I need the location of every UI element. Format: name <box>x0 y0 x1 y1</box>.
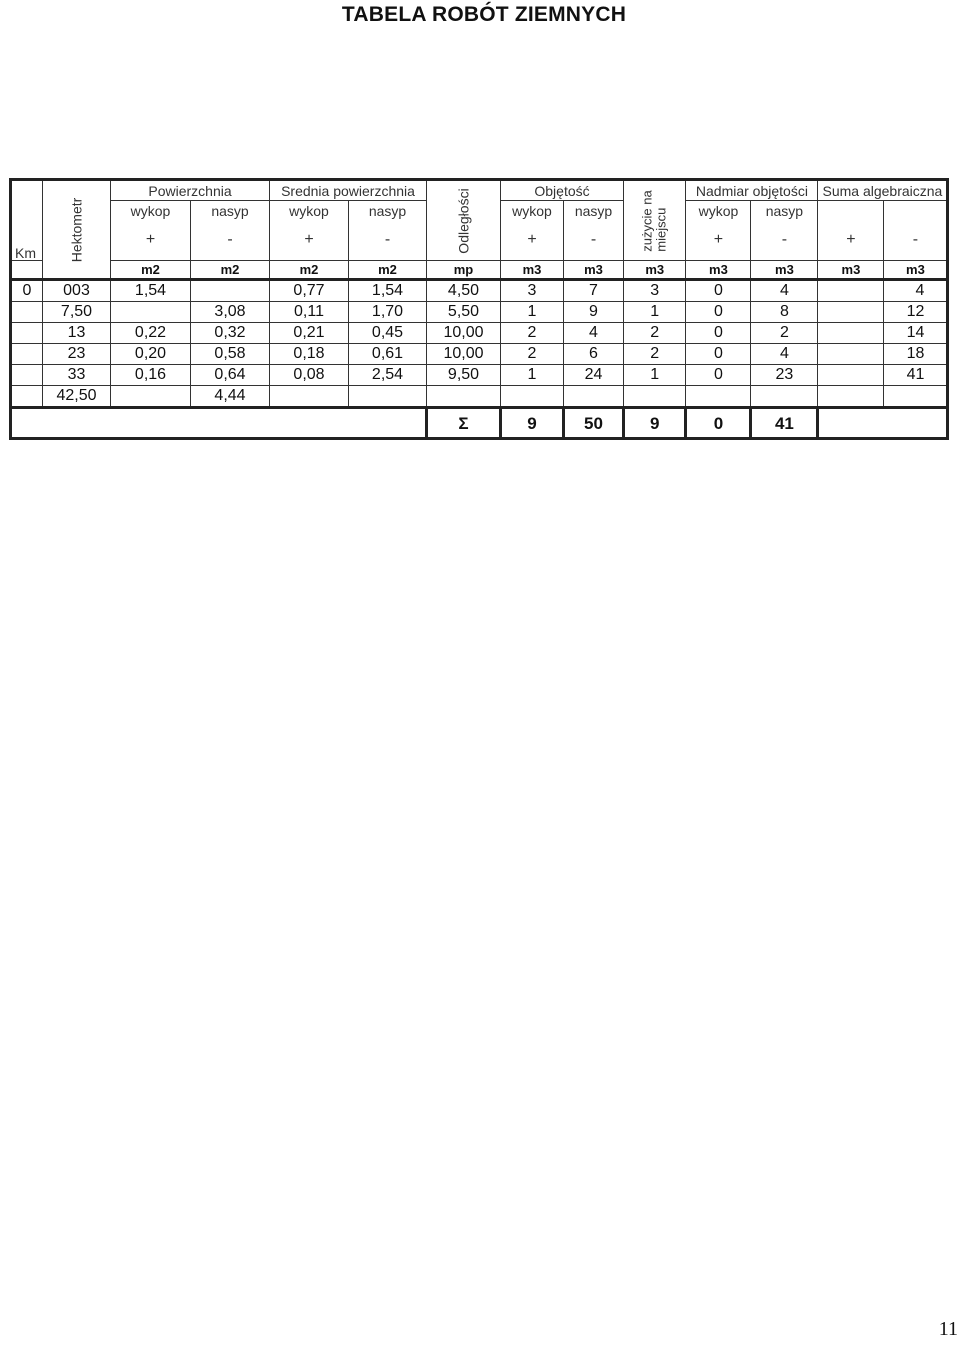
nadmiar-header: Nadmiar objętości <box>686 180 818 201</box>
unit: m3 <box>501 261 564 280</box>
cell-pw <box>111 386 191 408</box>
cell-pn: 3,08 <box>191 302 270 323</box>
cell-nw: 0 <box>686 302 751 323</box>
cell-sm: 41 <box>884 365 948 386</box>
cell-sn: 0,61 <box>349 344 427 365</box>
cell-sm: 18 <box>884 344 948 365</box>
sum-zuzycie: 9 <box>624 408 686 439</box>
table-row <box>11 344 948 365</box>
unit: m3 <box>686 261 751 280</box>
table-row <box>11 302 948 323</box>
cell-km: 0 <box>11 280 43 302</box>
cell-pn <box>191 280 270 302</box>
cell-ow: 3 <box>501 280 564 302</box>
cell-sn: 1,54 <box>349 280 427 302</box>
cell-sn: 1,70 <box>349 302 427 323</box>
cell-sp <box>818 302 884 323</box>
cell-ow <box>501 386 564 408</box>
srednia-header: Srednia powierzchnia <box>270 180 427 201</box>
pow-wykop: wykop <box>111 201 191 221</box>
cell-sm <box>884 386 948 408</box>
table-row <box>11 323 948 344</box>
cell-nn: 2 <box>751 323 818 344</box>
cell-hm: 13 <box>43 323 111 344</box>
table-row <box>11 280 948 302</box>
cell-sn: 0,45 <box>349 323 427 344</box>
cell-km <box>11 344 43 365</box>
cell-nw: 0 <box>686 344 751 365</box>
cell-odl: 9,50 <box>427 365 501 386</box>
cell-zu: 3 <box>624 280 686 302</box>
cell-odl: 10,00 <box>427 344 501 365</box>
cell-ow: 2 <box>501 344 564 365</box>
cell-hm: 003 <box>43 280 111 302</box>
cell-sw: 0,08 <box>270 365 349 386</box>
cell-sw <box>270 386 349 408</box>
unit: m2 <box>191 261 270 280</box>
cell-pw <box>111 302 191 323</box>
odleglosci-header: Odległości <box>427 180 501 261</box>
cell-on: 6 <box>564 344 624 365</box>
cell-sw: 0,18 <box>270 344 349 365</box>
cell-odl <box>427 386 501 408</box>
cell-sn: 2,54 <box>349 365 427 386</box>
hektometr-header: Hektometr <box>43 180 111 280</box>
sum-row <box>11 408 948 439</box>
cell-km <box>11 323 43 344</box>
cell-nn: 23 <box>751 365 818 386</box>
cell-nn: 8 <box>751 302 818 323</box>
cell-hm: 7,50 <box>43 302 111 323</box>
unit: m2 <box>270 261 349 280</box>
cell-zu: 1 <box>624 302 686 323</box>
suma-header: Suma algebraiczna <box>818 180 948 201</box>
earthworks-table <box>9 178 949 440</box>
sum-obj-wykop: 9 <box>501 408 564 439</box>
page-number: 11 <box>938 1318 958 1340</box>
sign-minus: - <box>191 220 270 261</box>
sum-nad-nasyp: 41 <box>751 408 818 439</box>
cell-zu: 2 <box>624 344 686 365</box>
cell-ow: 2 <box>501 323 564 344</box>
cell-nw: 0 <box>686 323 751 344</box>
sign-minus: - <box>884 220 948 261</box>
cell-pn: 0,64 <box>191 365 270 386</box>
nad-nasyp: nasyp <box>751 201 818 221</box>
cell-pw: 0,22 <box>111 323 191 344</box>
cell-sp <box>818 386 884 408</box>
cell-sm: 4 <box>884 280 948 302</box>
cell-hm: 23 <box>43 344 111 365</box>
cell-zu: 2 <box>624 323 686 344</box>
obj-wykop: wykop <box>501 201 564 221</box>
cell-odl: 4,50 <box>427 280 501 302</box>
cell-on <box>564 386 624 408</box>
km-header: Km <box>11 180 43 261</box>
header-group-row <box>11 180 948 201</box>
unit: m3 <box>564 261 624 280</box>
page-title: TABELA ROBÓT ZIEMNYCH <box>341 3 627 26</box>
cell-nw: 0 <box>686 280 751 302</box>
cell-sw: 0,21 <box>270 323 349 344</box>
nad-wykop: wykop <box>686 201 751 221</box>
cell-km <box>11 386 43 408</box>
objetosc-header: Objętość <box>501 180 624 201</box>
cell-hm: 33 <box>43 365 111 386</box>
unit: m3 <box>751 261 818 280</box>
sign-plus: + <box>270 220 349 261</box>
zuzycie-header: zużycie na miejscu <box>624 180 686 261</box>
sign-minus: - <box>751 220 818 261</box>
unit: m3 <box>624 261 686 280</box>
cell-on: 9 <box>564 302 624 323</box>
cell-pn: 0,32 <box>191 323 270 344</box>
cell-on: 24 <box>564 365 624 386</box>
sign-plus: + <box>501 220 564 261</box>
cell-nw: 0 <box>686 365 751 386</box>
cell-nw <box>686 386 751 408</box>
cell-sp <box>818 323 884 344</box>
cell-hm: 42,50 <box>43 386 111 408</box>
cell-sp <box>818 344 884 365</box>
unit: m2 <box>349 261 427 280</box>
cell-odl: 5,50 <box>427 302 501 323</box>
cell-pn: 0,58 <box>191 344 270 365</box>
cell-pw: 0,16 <box>111 365 191 386</box>
sr-wykop: wykop <box>270 201 349 221</box>
cell-ow: 1 <box>501 365 564 386</box>
sum-obj-nasyp: 50 <box>564 408 624 439</box>
sign-plus: + <box>111 220 191 261</box>
obj-nasyp: nasyp <box>564 201 624 221</box>
sum-nad-wykop: 0 <box>686 408 751 439</box>
cell-nn: 4 <box>751 344 818 365</box>
cell-pw: 0,20 <box>111 344 191 365</box>
cell-zu: 1 <box>624 365 686 386</box>
unit: m2 <box>111 261 191 280</box>
sign-plus: + <box>818 220 884 261</box>
table-row <box>11 365 948 386</box>
cell-km <box>11 365 43 386</box>
powierzchnia-header: Powierzchnia <box>111 180 270 201</box>
cell-sw: 0,77 <box>270 280 349 302</box>
unit: mp <box>427 261 501 280</box>
cell-odl: 10,00 <box>427 323 501 344</box>
cell-on: 4 <box>564 323 624 344</box>
cell-pn: 4,44 <box>191 386 270 408</box>
sign-minus: - <box>349 220 427 261</box>
sr-nasyp: nasyp <box>349 201 427 221</box>
cell-sw: 0,11 <box>270 302 349 323</box>
cell-ow: 1 <box>501 302 564 323</box>
cell-on: 7 <box>564 280 624 302</box>
cell-sm: 14 <box>884 323 948 344</box>
sigma-symbol: Σ <box>427 408 501 439</box>
pow-nasyp: nasyp <box>191 201 270 221</box>
unit: m3 <box>884 261 948 280</box>
cell-pw: 1,54 <box>111 280 191 302</box>
table-row <box>11 386 948 408</box>
cell-sn <box>349 386 427 408</box>
cell-sp <box>818 280 884 302</box>
cell-km <box>11 302 43 323</box>
unit-row <box>11 261 948 280</box>
cell-nn: 4 <box>751 280 818 302</box>
cell-sm: 12 <box>884 302 948 323</box>
cell-nn <box>751 386 818 408</box>
cell-sp <box>818 365 884 386</box>
cell-zu <box>624 386 686 408</box>
sign-plus: + <box>686 220 751 261</box>
unit: m3 <box>818 261 884 280</box>
sign-minus: - <box>564 220 624 261</box>
